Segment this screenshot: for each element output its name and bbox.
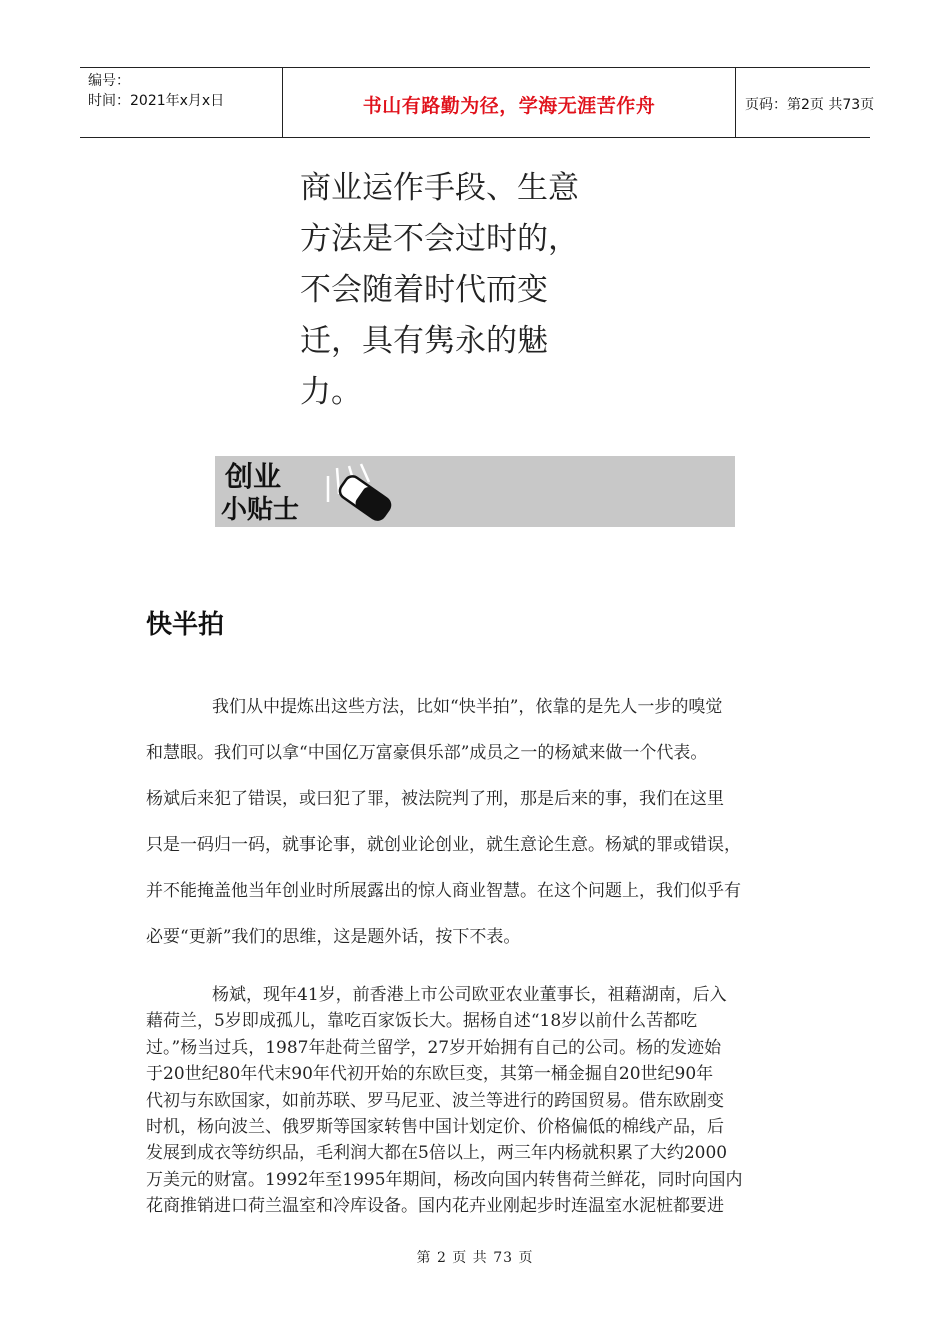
- code-label: 编号：: [88, 73, 130, 89]
- paragraph-line: 并不能掩盖他当年创业时所展露出的惊人商业智慧。在这个问题上，我们似乎有: [146, 881, 741, 901]
- header-meta-cell: [80, 68, 282, 137]
- paragraph-line: 万美元的财富。1992年至1995年期间，杨改向国内转售荷兰鲜花，同时向国内: [146, 1169, 743, 1190]
- paragraph-line: 过。”杨当过兵，1987年赴荷兰留学，27岁开始拥有自己的公司。杨的发迹始: [146, 1037, 722, 1058]
- section-title: 快半拍: [146, 610, 225, 640]
- paragraph-line: 花商推销进口荷兰温室和冷库设备。国内花卉业刚起步时连温室水泥桩都要进: [146, 1196, 724, 1217]
- paragraph-line: 和慧眼。我们可以拿“中国亿万富豪俱乐部”成员之一的杨斌来做一个代表。: [146, 743, 708, 763]
- header-table: [80, 67, 875, 138]
- quote-line: 不会随着时代而变: [300, 272, 548, 308]
- paragraph-line: 藉荷兰，5岁即成孤儿，靠吃百家饭长大。据杨自述“18岁以前什么苦都吃: [146, 1011, 698, 1032]
- paragraph-line: 于20世纪80年代末90年代初开始的东欧巨变，其第一桶金掘自20世纪90年: [146, 1064, 714, 1085]
- paragraph-2: [146, 982, 818, 1220]
- pull-quote: [300, 163, 630, 418]
- banner-graphic: [215, 456, 735, 527]
- paragraph-line: 必要“更新”我们的思维，这是题外话，按下不表。: [146, 927, 521, 947]
- header-page-cell: [735, 68, 875, 137]
- paragraph-1: [146, 692, 818, 968]
- quote-line: 力。: [300, 374, 362, 410]
- paragraph-line: 只是一码归一码，就事论事，就创业论创业，就生意论生意。杨斌的罪或错误，: [146, 835, 741, 855]
- header-motto-cell: [282, 68, 736, 137]
- time-label: 时间：2021年x月x日: [88, 93, 225, 109]
- startup-tips-banner: [215, 456, 735, 527]
- quote-line: 方法是不会过时的，: [300, 221, 579, 257]
- paragraph-line: 发展到成衣等纺织品，毛利润大都在5倍以上，两三年内杨就积累了大约2000: [146, 1143, 728, 1164]
- eraser-icon: [337, 473, 393, 522]
- motto: 书山有路勤为径，学海无涯苦作舟: [362, 95, 656, 117]
- paragraph-line: 杨斌后来犯了错误，或曰犯了罪，被法院判了刑，那是后来的事，我们在这里: [146, 789, 724, 809]
- page-code: 页码：第2页 共73页: [745, 97, 875, 113]
- quote-line: 迁，具有隽永的魅: [300, 323, 548, 359]
- paragraph-line: 代初与东欧国家，如前苏联、罗马尼亚、波兰等进行的跨国贸易。借东欧剧变: [146, 1090, 724, 1111]
- paragraph-line: 时机，杨向波兰、俄罗斯等国家转售中国计划定价、价格偏低的棉线产品，后: [146, 1116, 724, 1137]
- banner-text-line2: 小贴士: [221, 495, 300, 525]
- page-footer: 第 2 页 共 73 页: [416, 1250, 534, 1266]
- quote-line: 商业运作手段、生意: [300, 170, 579, 206]
- banner-text-line1: 创业: [225, 460, 282, 493]
- paragraph-line: 杨斌，现年41岁，前香港上市公司欧亚农业董事长，祖藉湖南，后入: [212, 985, 727, 1005]
- paragraph-line: 我们从中提炼出这些方法，比如“快半拍”，依靠的是先人一步的嗅觉: [212, 697, 723, 717]
